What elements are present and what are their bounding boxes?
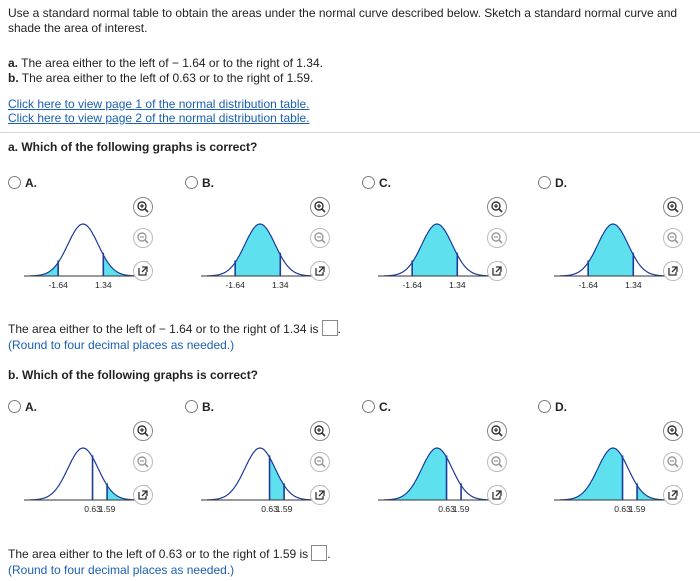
option-b-b[interactable] xyxy=(185,400,355,530)
shaded-area xyxy=(384,448,447,500)
option-label: B. xyxy=(202,400,214,414)
option-label: A. xyxy=(25,400,37,414)
popout-icon[interactable] xyxy=(487,261,507,281)
part-b-label: b. xyxy=(8,71,19,85)
left-tick-label: 0.63 xyxy=(84,504,101,514)
option-label: D. xyxy=(555,176,567,190)
normal-curve xyxy=(207,448,313,500)
answer-a-input[interactable] xyxy=(322,320,338,336)
left-tick-label: -1.64 xyxy=(402,280,422,290)
option-a-c[interactable] xyxy=(362,176,532,306)
zoom-in-icon[interactable] xyxy=(133,197,153,217)
option-b-a[interactable] xyxy=(8,400,178,530)
right-tick-label: 1.59 xyxy=(452,504,470,514)
problem-statement xyxy=(8,6,693,36)
part-b-desc: The area either to the left of 0.63 or to the right of 1.59. xyxy=(18,71,314,85)
question-b xyxy=(8,368,258,382)
shaded-area xyxy=(270,457,285,500)
shaded-area xyxy=(560,448,623,500)
right-tick-label: 1.59 xyxy=(275,504,293,514)
right-tick-label: 1.34 xyxy=(449,280,466,290)
option-label: A. xyxy=(25,176,37,190)
option-b-d[interactable] xyxy=(538,400,700,530)
answer-a-text: The area either to the left of − 1.64 or to the right of 1.34 is xyxy=(8,322,319,336)
popout-icon[interactable] xyxy=(310,485,330,505)
answer-b-hint: (Round to four decimal places as needed.) xyxy=(8,563,235,577)
right-tick-label: 1.59 xyxy=(98,504,116,514)
zoom-out-icon[interactable] xyxy=(133,228,153,248)
right-tick-label: 1.34 xyxy=(272,280,289,290)
radio-button[interactable] xyxy=(185,400,198,413)
answer-b xyxy=(8,545,331,578)
part-a-label: a. xyxy=(8,56,19,70)
option-a-b[interactable] xyxy=(185,176,355,306)
zoom-in-icon[interactable] xyxy=(663,421,683,441)
radio-button[interactable] xyxy=(538,176,551,189)
popout-icon[interactable] xyxy=(133,261,153,281)
zoom-in-icon[interactable] xyxy=(133,421,153,441)
right-tick-label: 1.59 xyxy=(628,504,646,514)
zoom-out-icon[interactable] xyxy=(663,452,683,472)
table-page-1-link[interactable]: Click here to view page 1 of the normal distribution table. xyxy=(8,97,310,111)
radio-button[interactable] xyxy=(8,400,21,413)
popout-icon[interactable] xyxy=(133,485,153,505)
answer-b-text: The area either to the left of 0.63 or to the right of 1.59 is xyxy=(8,547,309,561)
radio-button[interactable] xyxy=(538,400,551,413)
option-label: B. xyxy=(202,176,214,190)
parts-list xyxy=(8,56,323,86)
radio-button[interactable] xyxy=(8,176,21,189)
answer-a-hint: (Round to four decimal places as needed.) xyxy=(8,338,235,352)
table-links xyxy=(8,97,310,125)
question-a xyxy=(8,140,257,154)
left-tick-label: -1.64 xyxy=(578,280,598,290)
left-tick-label: -1.64 xyxy=(48,280,68,290)
part-a-text xyxy=(8,56,323,71)
right-tick-label: 1.34 xyxy=(95,280,112,290)
radio-button[interactable] xyxy=(362,176,375,189)
question-a-text: Which of the following graphs is correct? xyxy=(18,140,258,154)
zoom-out-icon[interactable] xyxy=(487,452,507,472)
option-b-c[interactable] xyxy=(362,400,532,530)
zoom-out-icon[interactable] xyxy=(310,228,330,248)
zoom-in-icon[interactable] xyxy=(663,197,683,217)
zoom-out-icon[interactable] xyxy=(133,452,153,472)
intro-line-1: Use a standard normal table to obtain the areas under the normal curve described below. Sketch a standard normal curve and xyxy=(8,6,678,20)
answer-b-end: . xyxy=(327,547,331,561)
part-a-desc: The area either to the left of − 1.64 or to the right of 1.34. xyxy=(18,56,323,70)
left-tick-label: -1.64 xyxy=(225,280,245,290)
question-a-label: a. xyxy=(8,140,19,154)
answer-a xyxy=(8,320,341,353)
option-label: C. xyxy=(379,176,391,190)
popout-icon[interactable] xyxy=(487,485,507,505)
divider xyxy=(0,132,700,133)
option-a-d[interactable] xyxy=(538,176,700,306)
zoom-in-icon[interactable] xyxy=(310,421,330,441)
intro-line-2: shade the area of interest. xyxy=(8,21,148,35)
popout-icon[interactable] xyxy=(663,485,683,505)
left-tick-label: 0.63 xyxy=(261,504,278,514)
normal-curve xyxy=(30,448,136,500)
question-b-text: Which of the following graphs is correct? xyxy=(18,368,259,382)
zoom-out-icon[interactable] xyxy=(487,228,507,248)
part-b-text xyxy=(8,71,323,86)
option-label: D. xyxy=(555,400,567,414)
normal-curve xyxy=(30,224,136,276)
option-a-a[interactable] xyxy=(8,176,178,306)
zoom-in-icon[interactable] xyxy=(487,421,507,441)
zoom-in-icon[interactable] xyxy=(487,197,507,217)
table-page-2-link[interactable]: Click here to view page 2 of the normal distribution table. xyxy=(8,111,310,125)
zoom-in-icon[interactable] xyxy=(310,197,330,217)
left-tick-label: 0.63 xyxy=(614,504,631,514)
popout-icon[interactable] xyxy=(310,261,330,281)
zoom-out-icon[interactable] xyxy=(663,228,683,248)
question-b-label: b. xyxy=(8,368,19,382)
answer-a-end: . xyxy=(337,322,341,336)
answer-b-input[interactable] xyxy=(311,545,327,561)
zoom-out-icon[interactable] xyxy=(310,452,330,472)
popout-icon[interactable] xyxy=(663,261,683,281)
radio-button[interactable] xyxy=(185,176,198,189)
radio-button[interactable] xyxy=(362,400,375,413)
right-tick-label: 1.34 xyxy=(625,280,642,290)
option-label: C. xyxy=(379,400,391,414)
left-tick-label: 0.63 xyxy=(438,504,455,514)
